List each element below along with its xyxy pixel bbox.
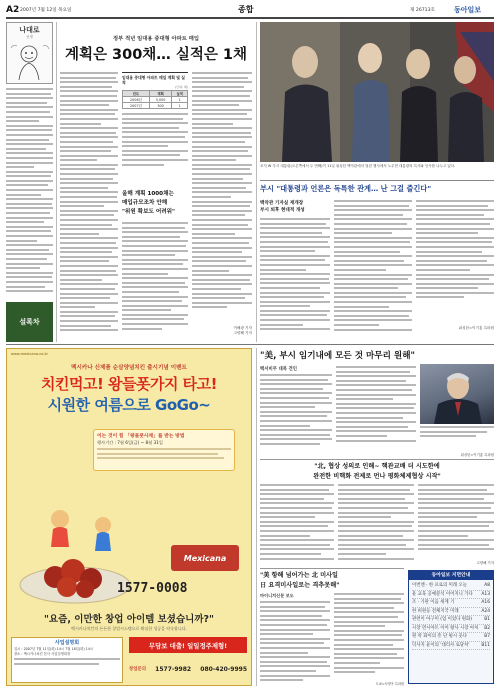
story1-body-col3 [192, 72, 252, 322]
column-divider [256, 22, 257, 342]
ad-loan-phone: 080-420-9995 [200, 665, 247, 673]
story1-subhead-1: 올해 계획 1000채는 [122, 191, 174, 197]
story1-byline-1: 이해광 기자 [233, 326, 252, 330]
index-item[interactable] [412, 616, 490, 625]
story2-body-col1 [260, 218, 330, 336]
story4-body-col2 [338, 484, 414, 568]
ad-brand-logo [171, 545, 239, 571]
table-cell: 2007년 [123, 103, 150, 109]
ad-info-title: 사업설명회 [54, 640, 80, 646]
photo-figures [260, 22, 494, 162]
masthead [6, 3, 494, 17]
table-header: 실적 [172, 91, 188, 97]
index-item-label: 덕사지 윤이의 '대리사 로당처' [412, 642, 470, 648]
story4-body-col3 [418, 484, 494, 560]
column-text-left [6, 88, 53, 298]
issue-date: 2007년 7월 12일 목요일 [20, 8, 72, 13]
cartoon-panel [6, 22, 53, 84]
ad-website: www.mexicana.co.kr [11, 352, 49, 356]
section-rule [6, 344, 494, 345]
tea-brand: 설록차 [19, 317, 40, 326]
ad-info-line-2: 장소 : 멕시카나치킨 본사 사업설명회장 [14, 652, 71, 656]
index-item-page: B2 [484, 625, 490, 631]
ad-event-line-2: 행사기간 : 7월 6일(금) ~ 8월 31일 [97, 440, 163, 445]
index-item-label: 시장 면시아트 이어 왕사 시장 아처 [412, 625, 479, 631]
story1-subhead-3: "위원 확보도 어려워" [122, 209, 175, 215]
index-item[interactable] [412, 591, 490, 600]
ad-consult-row [129, 659, 247, 679]
index-item[interactable] [412, 642, 490, 651]
story2-subhead-1: 백악관 기자실 재개장 [260, 201, 304, 206]
ad-phone-number: 1577-0008 [117, 581, 188, 596]
table-header: 년도 [123, 91, 150, 97]
table-cell: 300 [149, 103, 171, 109]
story-divider [260, 568, 404, 569]
story1-table [122, 90, 188, 109]
story3-headline: "美, 부시 임기내에 모든 것 마무리 원해" [260, 351, 415, 361]
story2-subhead-2: 부시 퇴후 현대적 개성 [260, 208, 305, 213]
story5-byline: 도쿄=서영아 특파원 [375, 682, 404, 686]
story-divider [260, 459, 494, 460]
story1-table-title: 임대용 중대형 아파트 매입 계획 및 실적 [122, 75, 185, 85]
table-cell: 1 [172, 97, 188, 103]
ad-loan-box [129, 637, 247, 653]
ad-consult-phone: 1577-9982 [155, 665, 192, 673]
table-cell: 2006년 [123, 97, 150, 103]
index-item-label: 관련이 아구미 (업 이었다 원화) [412, 617, 472, 622]
index-item[interactable] [412, 633, 490, 642]
photo-caption: 조지 W 부시 대통령(오른쪽에서 두 번째)이 11일 워싱턴 백악관에서 열린 행사에서 노무현 대통령의 특사와 인사를 나누고 있다. [260, 164, 456, 168]
page-number: A2 [6, 5, 20, 15]
index-item[interactable] [412, 625, 490, 634]
story2-headline: 부시 "대통령과 언론은 독특한 관계… 난 그걸 즐긴다" [260, 180, 494, 194]
story1-byline [192, 326, 252, 336]
issue-number: 제 26713호 [410, 8, 435, 13]
story1-body-col1 [60, 72, 118, 340]
table-header: 계획 [149, 91, 171, 97]
ad-consult-label: 창업문의 [129, 667, 146, 672]
cartoon-subtitle: 선생 [26, 35, 33, 39]
index-item-page: A16 [481, 600, 490, 605]
story5-subhead: 마이니치신문 보도 [260, 593, 294, 598]
story5-body-col2 [334, 593, 404, 679]
index-item-page: B7 [484, 634, 490, 639]
index-item[interactable] [412, 599, 490, 608]
story1-subhead-2: 매입규모조차 안해 [122, 200, 168, 206]
ad-headline-1: 치킨먹고! 왕들폿가지 타고! [40, 375, 218, 393]
index-item[interactable] [412, 582, 490, 591]
index-item-page: A13 [481, 591, 490, 597]
story3-body-col2 [336, 366, 416, 450]
index-item-label: 조 · 기관 이음 세계 기 [412, 600, 455, 605]
ad-slogan-sub: 멕시카나치킨의 든든한 창업시스템으로 확실한 성공을 약속합니다. [71, 626, 187, 631]
ad-event-line-1: 이는 것이 힘 「왕몰폿사채」를 받는 방법 [97, 434, 185, 439]
index-item-page: B11 [481, 642, 490, 648]
story2-byline: 워싱턴=이기홍 특파원 [458, 326, 494, 330]
mexicana-advertisement [6, 348, 252, 686]
ad-slogan: "요즘, 이만한 창업 아이템 보셨습니까?" [44, 614, 214, 625]
story5-body-col1 [260, 601, 330, 685]
index-item-label: 한 희원등 전체지국 미래 [412, 608, 459, 614]
story1-table-box [122, 72, 188, 182]
index-item[interactable] [412, 608, 490, 617]
story3-body-col1 [260, 374, 332, 450]
story1-byline-2: 고양해 기자 [233, 331, 252, 335]
newspaper-logo: 동아일보 [454, 6, 482, 14]
story4-byline: 고양해 기자 [476, 561, 494, 565]
story2-body-col2 [334, 200, 412, 336]
story4-body-col1 [260, 484, 334, 568]
person-photo [420, 364, 494, 424]
index-title: 동아일보 지면안내 [409, 571, 493, 580]
ad-info-box [11, 637, 123, 683]
page-index-box [408, 570, 494, 684]
story1-headline: 계획은 300채… 실적은 1채 [64, 47, 248, 63]
story3-lead: 백서비무 대북 견인 [260, 367, 297, 372]
index-item-page: A24 [481, 608, 490, 614]
table-cell: 5,000 [149, 97, 171, 103]
masthead-rule [6, 17, 494, 19]
story1-kicker: 정부 적년 임대용 중대형 아파트 매입 [113, 36, 199, 42]
cartoon-title: 나대로 [19, 26, 40, 34]
ad-phone-box [117, 581, 237, 596]
story5-headline-1: "美 항해 넘어가는 北 미사일 [260, 572, 339, 579]
story4-headline-2: 완전한 비핵화 전제로 먼나 평화체제협상 시작" [313, 473, 441, 480]
index-list [409, 580, 493, 652]
index-item-label: 원 팍 화이의 흥 단 평시 웃다 [412, 634, 468, 639]
table-cell: 1 [172, 103, 188, 109]
cartoon-drawing [7, 42, 52, 82]
index-item-label: 윤 교육 공예분석 이어지니 가다 [412, 591, 473, 597]
story5-headline-2: 日 요격미사일로는 격추못해" [260, 582, 340, 589]
index-item-page: B1 [484, 617, 490, 622]
story2-body-col3 [416, 200, 494, 322]
ad-tagline: 멕시카나 신제품 순살양념치킨 출시기념 이벤트 [71, 365, 187, 371]
portrait-figure [420, 364, 494, 424]
column-divider [256, 348, 257, 686]
tea-advertisement [6, 302, 53, 342]
story2-subheads [260, 200, 330, 214]
story3-byline: 워싱턴=이기홍 특파원 [460, 453, 494, 457]
story1-subheads [122, 190, 188, 217]
ad-event-box [93, 429, 235, 471]
ad-brand-name: Mexicana [183, 553, 227, 563]
story4-headline-1: "北, 협상 성의로 인해~ 핵관교배 더 시도한에 [314, 463, 440, 470]
ad-headline-2: 시원한 여름으로 GoGo~ [47, 396, 211, 414]
story1-body-col2 [122, 222, 188, 332]
story1-table-unit: (단위: 채) [175, 85, 188, 89]
index-item-label: 이번엔 · 한 프로의 미래 오늘 [412, 583, 468, 588]
section-title: 종합 [238, 5, 254, 14]
story3-caption [420, 426, 494, 448]
news-photo [260, 22, 494, 162]
ad-loan-label: 무담보 대출! 일일정주제형! [148, 641, 228, 650]
column-divider [56, 22, 57, 342]
ad-info-line-1: 일시 : 2007년 7월 11일(화) 14시 7월 18일(화) 14시 [14, 647, 94, 651]
index-item-page: A8 [484, 583, 490, 588]
